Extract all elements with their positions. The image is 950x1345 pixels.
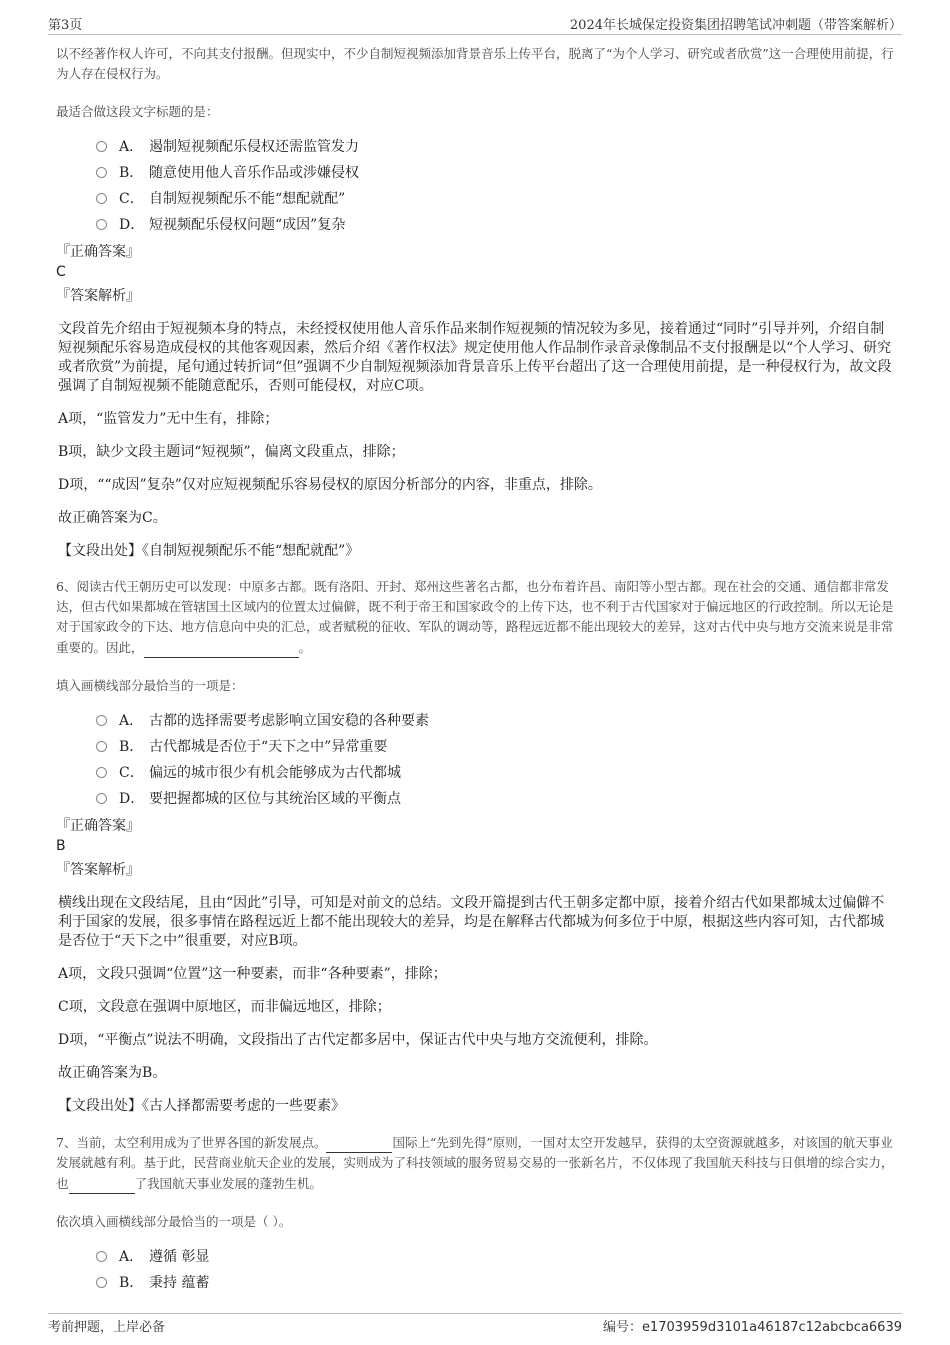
q6-option-a[interactable]: A． 古都的选择需要考虑影响立国安稳的各种要素 [96, 708, 894, 734]
footer-slogan: 考前押题，上岸必备 [48, 1320, 166, 1335]
q6-prompt: 填入画横线部分最恰当的一项是： [56, 678, 244, 693]
page-content [56, 44, 894, 1296]
q7-options [96, 1244, 894, 1296]
q6-answer: B [56, 838, 66, 854]
q6-analysis-c: C项，文段意在强调中原地区，而非偏远地区，排除； [58, 999, 391, 1015]
q5-option-c[interactable]: C． 自制短视频配乐不能“想配就配” [96, 186, 894, 212]
q5-option-a[interactable]: A． 遏制短视频配乐侵权还需监管发力 [96, 134, 894, 160]
document-serial: 编号：e1703959d3101a46187c12abcbca6639 [602, 1320, 902, 1335]
q7-prompt: 依次填入画横线部分最恰当的一项是（ ）。 [56, 1214, 292, 1229]
q6-option-d[interactable]: D． 要把握都城的区位与其统治区域的平衡点 [96, 786, 894, 812]
page-footer [48, 1313, 902, 1335]
q5-analysis-b: B项，缺少文段主题词“短视频”，偏离文段重点，排除； [58, 444, 405, 460]
q6-analysis-label: 『答案解析』 [56, 862, 140, 878]
q5-analysis-main: 文段首先介绍由于短视频本身的特点，未经授权使用他人音乐作品来制作短视频的情况较为多见，接着通过“同时”引导并列，介绍自制短视频配乐容易造成侵权的其他客观因素，然后介绍《著作权法》规定使用他人作品制作录音录像制品不支付报酬是以“个人学习、研究或者欣赏”为前提，尾句通过转折词“但”强调不少自制短视频添加背景音乐上传平台超出了这一合理使用前提，是一种侵权行为，故文段强调了自制短视频不能随意配乐，否则可能侵权，对应C项。 [58, 321, 892, 394]
radio-icon[interactable] [96, 219, 107, 230]
radio-icon[interactable] [96, 193, 107, 204]
q6-option-b[interactable]: B． 古代都城是否位于“天下之中”异常重要 [96, 734, 894, 760]
radio-icon[interactable] [96, 715, 107, 726]
q5-option-b[interactable]: B． 随意使用他人音乐作品或涉嫌侵权 [96, 160, 894, 186]
q5-prompt: 最适合做这段文字标题的是： [56, 104, 219, 119]
q6-conclusion: 故正确答案为B。 [58, 1065, 167, 1081]
page-number: 第3页 [48, 18, 83, 33]
radio-icon[interactable] [96, 1277, 107, 1288]
q6-answer-label: 『正确答案』 [56, 818, 140, 834]
radio-icon[interactable] [96, 741, 107, 752]
q5-analysis-a: A项，“监管发力”无中生有，排除； [58, 411, 279, 427]
q7-stem: 7、当前，太空利用成为了世界各国的新发展点。 国际上“先到先得”原则，一国对太空开发越早，获得的太空资源就越多，对该国的航天事业发展就越有利。基于此，民营商业航天企业的发展，实则成为了科技领域的服务贸易交易的一张新名片，不仅体现了我国航天科技与日俱增的综合实力，也 了我国航天事业发展的蓬勃生机。 [56, 1132, 894, 1194]
q6-analysis-d: D项，“平衡点”说法不明确，文段指出了古代定都多居中，保证古代中央与地方交流便利，排除。 [58, 1032, 658, 1048]
q5-answer-label: 『正确答案』 [56, 244, 140, 260]
q5-source: 【文段出处】《自制短视频配乐不能“想配就配”》 [58, 543, 360, 559]
q5-option-d[interactable]: D． 短视频配乐侵权问题“成因”复杂 [96, 212, 894, 238]
q5-answer: C [56, 264, 66, 280]
radio-icon[interactable] [96, 767, 107, 778]
radio-icon[interactable] [96, 167, 107, 178]
q6-analysis-a: A项，文段只强调“位置”这一种要素，而非“各种要素”，排除； [58, 966, 447, 982]
radio-icon[interactable] [96, 1251, 107, 1262]
q5-conclusion: 故正确答案为C。 [58, 510, 167, 526]
q7-option-a[interactable]: A． 遵循 彰显 [96, 1244, 894, 1270]
q6-options [96, 708, 894, 812]
q6-source: 【文段出处】《古人择都需要考虑的一些要素》 [58, 1098, 345, 1114]
q6-analysis-main: 横线出现在文段结尾，且由“因此”引导，可知是对前文的总结。文段开篇提到古代王朝多定都中原，接着介绍古代如果都城太过偏僻不利于国家的发展，很多事情在路程远近上都不能出现较大的差异，均是在解释古代都城为何多位于中原，根据这些内容可知，古代都城是否位于“天下之中”很重要，对应B项。 [58, 895, 885, 949]
q6-blank [144, 637, 299, 658]
q6-stem: 6、阅读古代王朝历史可以发现：中原多古都。既有洛阳、开封、郑州这些著名古都，也分布着许昌、南阳等小型古都。现在社会的交通、通信都非常发达，但古代如果都城在管辖国土区域内的位置太过偏僻，既不利于帝王和国家政令的上传下达，也不利于古代国家对于偏远地区的行政控制。所以无论是对于国家政令的下达、地方信息向中央的汇总，或者赋税的征收、军队的调动等，路程远近都不能出现较大的差异，这对古代中央与地方交流来说是非常重要的。因此， 。 [56, 577, 894, 658]
q6-option-c[interactable]: C． 偏远的城市很少有机会能够成为古代都城 [96, 760, 894, 786]
q7-blank-2 [69, 1173, 135, 1194]
radio-icon[interactable] [96, 793, 107, 804]
q5-options [96, 134, 894, 238]
q5-stem: 以不经著作权人许可，不向其支付报酬。但现实中，不少自制短视频添加背景音乐上传平台，脱离了“为个人学习、研究或者欣赏”这一合理使用前提，行为人存在侵权行为。 [56, 46, 894, 81]
q7-option-b[interactable]: B． 秉持 蕴蓄 [96, 1270, 894, 1296]
q5-analysis-label: 『答案解析』 [56, 288, 140, 304]
q7-blank-1 [326, 1132, 392, 1153]
page-header [48, 12, 902, 35]
document-title: 2024年长城保定投资集团招聘笔试冲刺题（带答案解析） [569, 18, 902, 33]
q5-analysis-d: D项，““成因”复杂”仅对应短视频配乐容易侵权的原因分析部分的内容，非重点，排除。 [58, 477, 602, 493]
radio-icon[interactable] [96, 141, 107, 152]
